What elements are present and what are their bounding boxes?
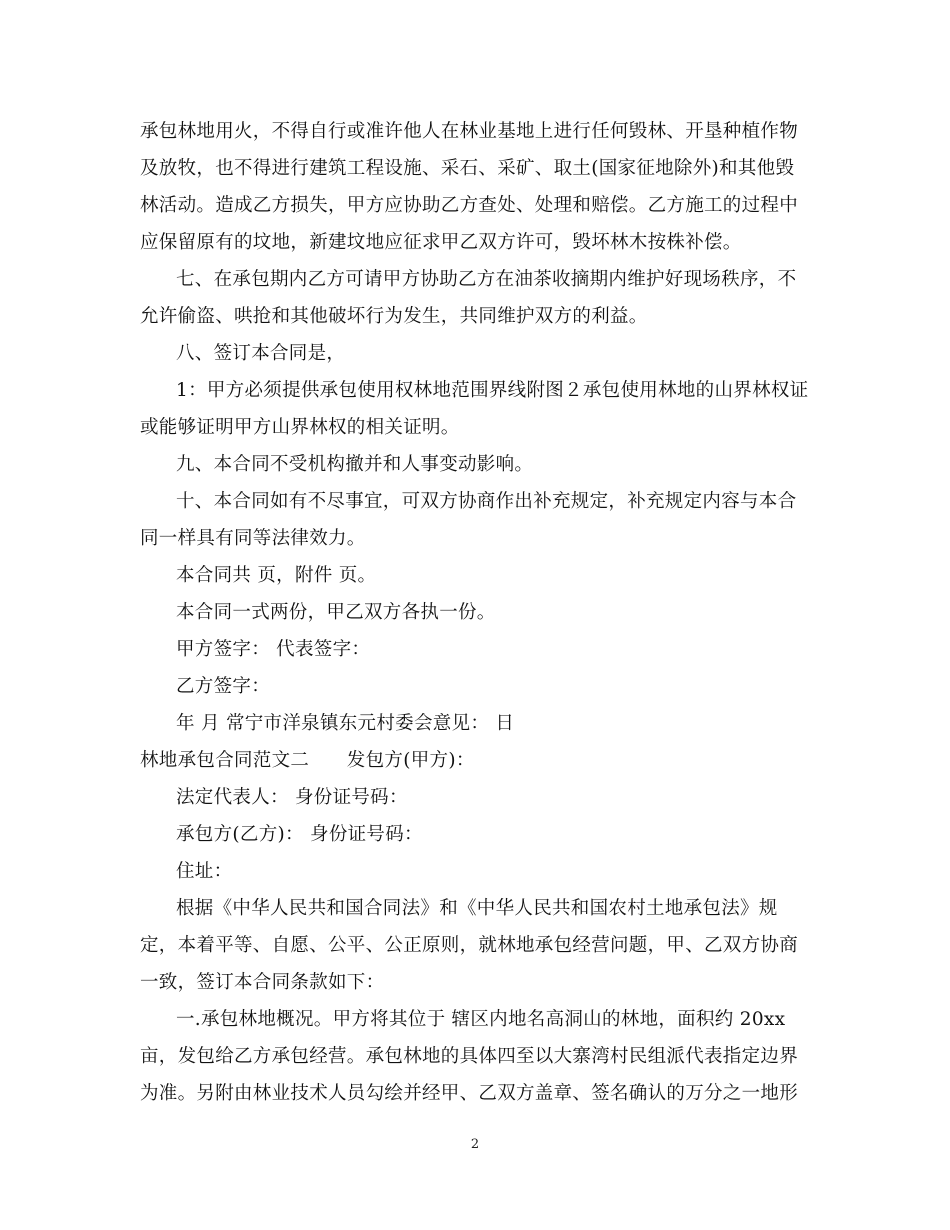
text-line: 亩，发包给乙方承包经营。承包林地的具体四至以大寨湾村民组派代表指定边界: [140, 1046, 799, 1067]
text-line: 同一样具有同等法律效力。: [140, 528, 366, 549]
village-committee-opinion-line: 年 月 常宁市洋泉镇东元村委会意见： 日: [176, 713, 515, 734]
clause-8-heading: 八、签订本合同是，: [176, 343, 346, 364]
text-line: 一致，签订本合同条款如下：: [140, 972, 385, 993]
text-line: 及放牧，也不得进行建筑工程设施、采石、采矿、取土(国家征地除外)和其他毁: [140, 158, 795, 179]
text-line: 应保留原有的坟地，新建坟地应征求甲乙双方许可，毁坏林木按株补偿。: [140, 232, 742, 253]
preamble-line: 根据《中华人民共和国合同法》和《中华人民共和国农村土地承包法》规: [176, 898, 778, 919]
clause-9-line: 九、本合同不受机构撤并和人事变动影响。: [176, 454, 534, 475]
party-b-signature-line: 乙方签字：: [176, 676, 271, 697]
copies-line: 本合同一式两份，甲乙双方各执一份。: [176, 602, 496, 623]
clause-8-item-1: 1：甲方必须提供承包使用权林地范围界线附图２承包使用林地的山界林权证: [176, 380, 809, 401]
section-title-line: 林地承包合同范文二 发包方(甲方)：: [140, 750, 475, 771]
text-line: 或能够证明甲方山界林权的相关证明。: [140, 417, 460, 438]
party-a-signature-line: 甲方签字： 代表签字：: [176, 639, 371, 660]
text-line: 承包林地用火，不得自行或准许他人在林业基地上进行任何毁林、开垦种植作物: [140, 121, 799, 142]
text-line: 为准。另附由林业技术人员勾绘并经甲、乙双方盖章、签名确认的万分之一地形: [140, 1083, 799, 1104]
contractor-line: 承包方(乙方)： 身份证号码：: [176, 824, 423, 845]
clause-1-line: 一.承包林地概况。甲方将其位于 辖区内地名高洞山的林地，面积约 20xx: [176, 1009, 786, 1030]
page-count-line: 本合同共 页，附件 页。: [176, 565, 377, 586]
clause-7-line: 七、在承包期内乙方可请甲方协助乙方在油茶收摘期内维护好现场秩序，不: [176, 269, 797, 290]
clause-10-line: 十、本合同如有不尽事宜，可双方协商作出补充规定，补充规定内容与本合: [176, 491, 797, 512]
legal-representative-line: 法定代表人： 身份证号码：: [176, 787, 408, 808]
address-line: 住址：: [176, 861, 233, 882]
text-line: 定，本着平等、自愿、公平、公正原则，就林地承包经营问题，甲、乙双方协商: [140, 935, 799, 956]
text-line: 林活动。造成乙方损失，甲方应协助乙方查处、处理和赔偿。乙方施工的过程中: [140, 195, 799, 216]
text-line: 允许偷盗、哄抢和其他破坏行为发生，共同维护双方的利益。: [140, 306, 648, 327]
page-number: 2: [470, 1137, 480, 1152]
